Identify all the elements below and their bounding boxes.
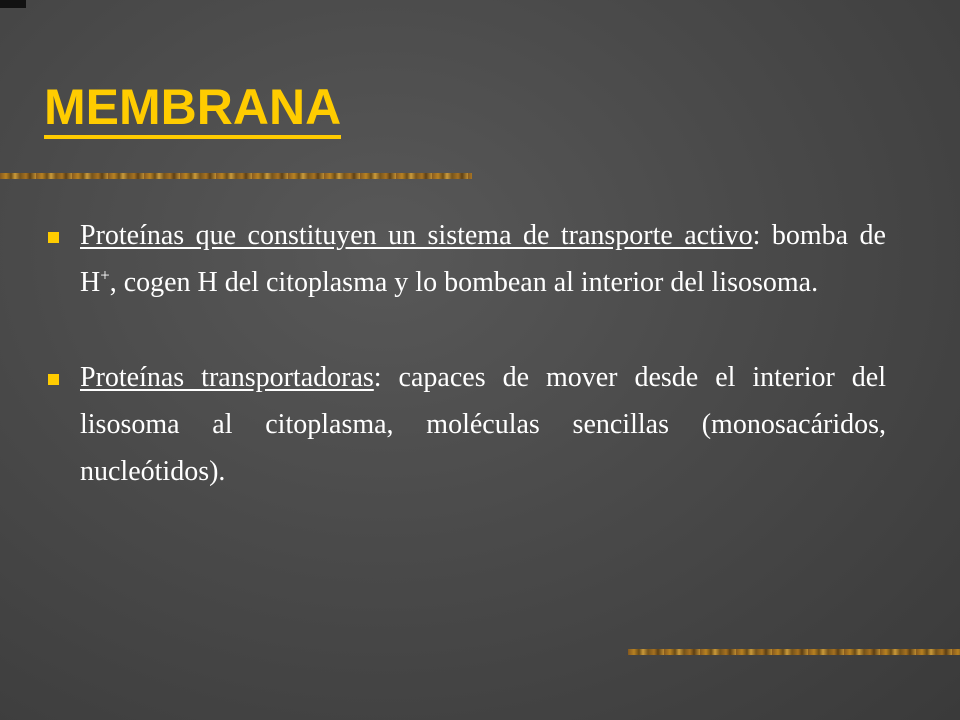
bullet-item-active-transport (44, 212, 886, 306)
bullet-item-transporters (44, 354, 886, 495)
bullet-text: : bomba de H (80, 220, 886, 298)
corner-mark (0, 0, 26, 8)
bullet-term: Proteínas transportadoras (80, 362, 374, 393)
decorative-bar-top (0, 173, 472, 179)
bullet-list (44, 212, 886, 543)
slide-title: MEMBRANA (44, 80, 341, 139)
bullet-square-icon (48, 374, 59, 385)
bullet-term: Proteínas que constituyen un sistema de transporte activo (80, 220, 753, 251)
decorative-bar-bottom (628, 649, 960, 655)
bullet-text-continued: , cogen H del citoplasma y lo bombean al interior del lisosoma. (109, 267, 819, 298)
bullet-text: : capaces de mover desde el interior del lisosoma al citoplasma, moléculas sencillas (monosacáridos, nucleótidos). (80, 362, 886, 487)
bullet-superscript: + (100, 265, 110, 285)
bullet-square-icon (48, 232, 59, 243)
